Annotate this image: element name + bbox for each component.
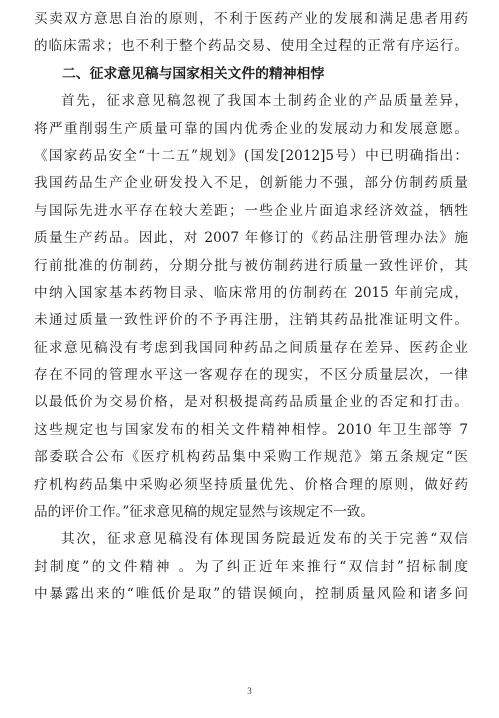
paragraph-first-line: 其次，征求意见稿没有体现国务院最近发布的关于完善“双信	[61, 531, 468, 548]
document-page	[34, 6, 468, 609]
body-line: 封制度”的文件精神 。为了纠正近年来推行“双信封”招标制度	[34, 558, 468, 575]
body-line: 中纳入国家基本药物目录、临床常用的仿制药在 2015 年前完成，	[34, 284, 468, 301]
body-line: 行前批准的仿制药，分期分批与被仿制药进行质量一致性评价，其	[34, 257, 468, 274]
body-line: 与国际先进水平存在较大差距；一些企业片面追求经济效益，牺牲	[34, 202, 468, 219]
body-line: 征求意见稿没有考虑到我国同种药品之间质量存在差异、医药企业	[34, 339, 468, 356]
section-heading: 二、征求意见稿与国家相关文件的精神相悖	[62, 65, 325, 82]
paragraph-last-line: 品的评价工作。”征求意见稿的规定显然与该规定不一致。	[34, 504, 374, 521]
body-line: 存在不同的管理水平这一客观存在的现实，不区分质量层次，一律	[34, 367, 468, 384]
body-line: 未通过质量一致性评价的不予再注册，注销其药品批准证明文件。	[34, 312, 468, 329]
body-line: 的临床需求；也不利于整个药品交易、使用全过程的正常有序运行。	[34, 38, 468, 55]
body-line: 部委联合公布《医疗机构药品集中采购工作规范》第五条规定“医	[34, 449, 468, 466]
body-line: 《国家药品安全“十二五”规划》(国发[2012]5号）中已明确指出：	[34, 147, 468, 164]
page-number: 3	[247, 686, 252, 696]
body-line: 中暴露出来的“唯低价是取”的错误倾向，控制质量风险和诸多问	[34, 586, 468, 603]
body-line: 买卖双方意思自治的原则，不利于医药产业的发展和满足患者用药	[34, 11, 468, 27]
body-line: 以最低价为交易价格，是对积极提高药品质量企业的否定和打击。	[34, 394, 468, 411]
body-line: 我国药品生产企业研发投入不足，创新能力不强，部分仿制药质量	[34, 175, 468, 192]
body-line: 疗机构药品集中采购必须坚持质量优先、价格合理的原则，做好药	[34, 476, 468, 493]
body-line: 这些规定也与国家发布的相关文件精神相悖。2010 年卫生部等 7	[34, 421, 468, 438]
body-line: 将严重削弱生产质量可靠的国内优秀企业的发展动力和发展意愿。	[34, 120, 468, 137]
paragraph-first-line: 首先，征求意见稿忽视了我国本土制药企业的产品质量差异，	[61, 93, 468, 110]
body-line: 质量生产药品。因此，对 2007 年修订的《药品注册管理办法》施	[34, 230, 468, 247]
